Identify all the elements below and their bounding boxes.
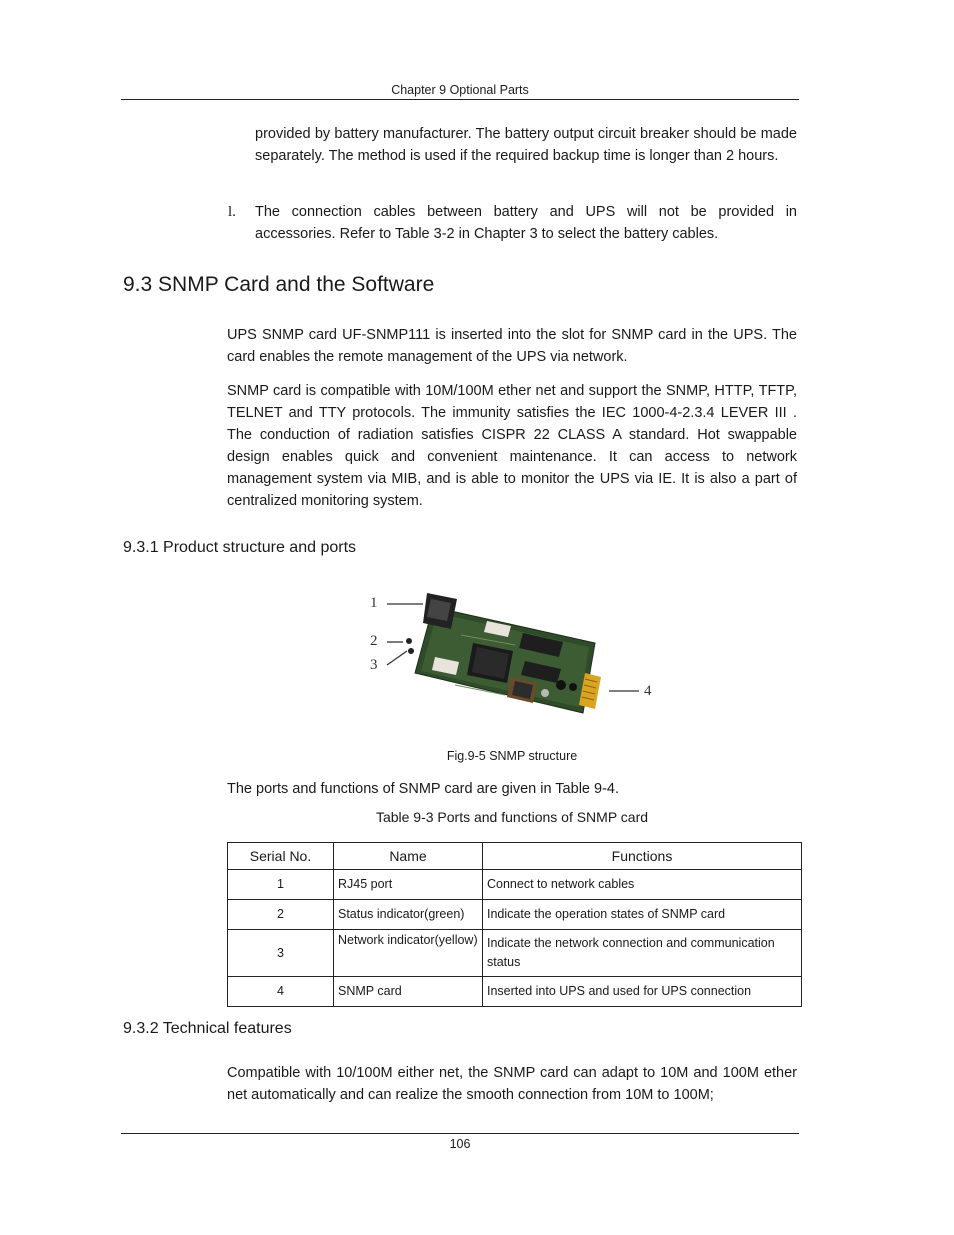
footer-rule bbox=[121, 1133, 799, 1134]
cell-serial: 3 bbox=[228, 930, 334, 977]
cell-function: Indicate the operation states of SNMP card bbox=[483, 900, 802, 930]
continuation-paragraph: provided by battery manufacturer. The battery output circuit breaker should be made separately. The method is used if the required backup time is longer than 2 hours. bbox=[255, 126, 797, 164]
subsection-heading-structure: 9.3.1 Product structure and ports bbox=[123, 539, 357, 556]
header-name: Name bbox=[334, 843, 483, 870]
list-marker: l. bbox=[228, 204, 236, 220]
table-row bbox=[228, 977, 802, 1007]
figure-label-1: 1 bbox=[370, 595, 378, 611]
snmp-card-figure bbox=[365, 585, 665, 730]
page-number: 106 bbox=[449, 1137, 471, 1151]
section-paragraph-1: UPS SNMP card UF-SNMP111 is inserted into the slot for SNMP card in the UPS. The card enables the remote management of the UPS via network. bbox=[227, 327, 797, 365]
cell-function: Inserted into UPS and used for UPS connection bbox=[483, 977, 802, 1007]
cell-name: RJ45 port bbox=[334, 870, 483, 900]
table-header-row bbox=[228, 843, 802, 870]
cell-name: Network indicator(yellow) bbox=[334, 930, 483, 977]
figure-caption: Fig.9-5 SNMP structure bbox=[446, 749, 578, 763]
cell-name: SNMP card bbox=[334, 977, 483, 1007]
subsection-heading-features: 9.3.2 Technical features bbox=[123, 1020, 292, 1037]
cell-serial: 1 bbox=[228, 870, 334, 900]
ports-sentence: The ports and functions of SNMP card are given in Table 9-4. bbox=[227, 781, 619, 797]
cell-serial: 2 bbox=[228, 900, 334, 930]
snmp-card-illustration bbox=[365, 585, 665, 730]
table-caption: Table 9-3 Ports and functions of SNMP card bbox=[375, 809, 649, 825]
cell-serial: 4 bbox=[228, 977, 334, 1007]
figure-label-2: 2 bbox=[370, 633, 378, 649]
table-row bbox=[228, 870, 802, 900]
running-header: Chapter 9 Optional Parts bbox=[391, 83, 529, 97]
header-functions: Functions bbox=[483, 843, 802, 870]
list-item-text: The connection cables between battery and UPS will not be provided in accessories. Refer to Table 3-2 in Chapter 3 to select the battery cables. bbox=[255, 204, 797, 242]
section-paragraph-2: SNMP card is compatible with 10M/100M ether net and support the SNMP, HTTP, TFTP, TELNET and TTY protocols. The immunity satisfies the IEC 1000-4-2.3.4 LEVER III . The conduction of radiation satisfies CISPR 22 CLASS A standard. Hot swappable design enables quick and convenient maintenance. It can access to network management system via MIB, and is able to monitor the UPS via IE. It is also a part of centralized monitoring system. bbox=[227, 383, 797, 509]
cell-function: Connect to network cables bbox=[483, 870, 802, 900]
figure-label-4: 4 bbox=[644, 683, 652, 699]
header-serial: Serial No. bbox=[228, 843, 334, 870]
header-rule bbox=[121, 99, 799, 100]
cell-function: Indicate the network connection and communication status bbox=[483, 930, 802, 977]
ports-table bbox=[227, 842, 802, 1007]
cell-name: Status indicator(green) bbox=[334, 900, 483, 930]
section-heading: 9.3 SNMP Card and the Software bbox=[123, 273, 435, 296]
features-paragraph: Compatible with 10/100M either net, the SNMP card can adapt to 10M and 100M ether net automatically and can realize the smooth connection from 10M to 100M; bbox=[227, 1065, 797, 1103]
table-row bbox=[228, 900, 802, 930]
table-row bbox=[228, 930, 802, 977]
figure-label-3: 3 bbox=[370, 657, 378, 673]
